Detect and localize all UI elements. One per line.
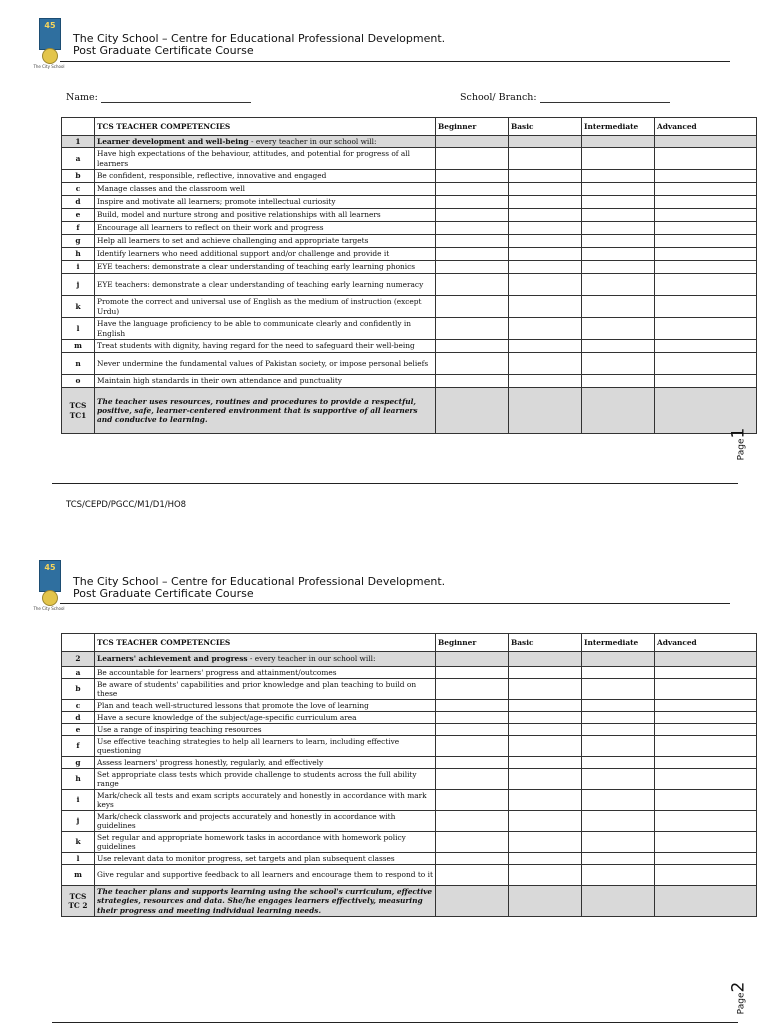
- rating-cell[interactable]: [436, 261, 509, 274]
- rating-cell[interactable]: [436, 209, 509, 222]
- rating-cell[interactable]: [655, 353, 757, 375]
- section-row: [62, 652, 757, 667]
- table-row: l Use relevant data to monitor progress, set targets and plan subsequent classes: [62, 853, 757, 865]
- col-basic: Basic: [509, 118, 582, 136]
- rating-cell[interactable]: [655, 340, 757, 353]
- rating-cell[interactable]: [436, 375, 509, 388]
- table-row: j EYE teachers: demonstrate a clear understanding of teaching early learning numeracy: [62, 274, 757, 296]
- rating-cell[interactable]: [436, 318, 509, 340]
- table-row: o Maintain high standards in their own attendance and punctuality: [62, 375, 757, 388]
- rating-cell[interactable]: [582, 296, 655, 318]
- rating-cell[interactable]: [655, 209, 757, 222]
- rating-cell[interactable]: [582, 736, 655, 757]
- branch-label: School/ Branch:: [460, 92, 537, 103]
- rating-cell[interactable]: [582, 865, 655, 886]
- table-row: f Encourage all learners to reflect on their work and progress: [62, 222, 757, 235]
- rating-cell[interactable]: [582, 248, 655, 261]
- rating-cell[interactable]: [436, 296, 509, 318]
- rating-cell[interactable]: [582, 757, 655, 769]
- logo-tagline: The City School: [33, 64, 65, 69]
- crest-icon: 45: [39, 560, 61, 592]
- rating-cell[interactable]: [509, 296, 582, 318]
- branch-field[interactable]: [460, 92, 670, 103]
- col-competencies: TCS TEACHER COMPETENCIES: [95, 118, 436, 136]
- table-header-row: [62, 118, 757, 136]
- table-row: h Identify learners who need additional support and/or challenge and provide it: [62, 248, 757, 261]
- col-beginner: Beginner: [436, 634, 509, 652]
- page-number-2: Page2: [728, 981, 749, 1015]
- logo-tagline: The City School: [33, 606, 65, 611]
- rating-cell[interactable]: [436, 353, 509, 375]
- standard-code: TCS TC1: [62, 388, 95, 434]
- table-row: m Treat students with dignity, having regard for the need to safeguard their well-being: [62, 340, 757, 353]
- rating-cell[interactable]: [655, 769, 757, 790]
- rating-cell[interactable]: [582, 222, 655, 235]
- rating-cell[interactable]: [582, 811, 655, 832]
- rating-cell[interactable]: [655, 183, 757, 196]
- footer-divider: [52, 483, 738, 484]
- rating-cell[interactable]: [436, 853, 509, 865]
- rating-cell[interactable]: [509, 318, 582, 340]
- table-row: m Give regular and supportive feedback to all learners and encourage them to respond to it: [62, 865, 757, 886]
- rating-cell[interactable]: [655, 724, 757, 736]
- rating-cell[interactable]: [582, 375, 655, 388]
- rating-cell[interactable]: [655, 148, 757, 170]
- table-row: n Never undermine the fundamental values of Pakistan society, or impose personal beliefs: [62, 353, 757, 375]
- page-number-1: Page1: [728, 427, 749, 461]
- branch-input-line[interactable]: [540, 93, 670, 103]
- table-row: l Have the language proficiency to be able to communicate clearly and confidently in English: [62, 318, 757, 340]
- rating-cell[interactable]: [509, 769, 582, 790]
- table-row: d Inspire and motivate all learners; promote intellectual curiosity: [62, 196, 757, 209]
- rating-cell[interactable]: [436, 274, 509, 296]
- rating-cell[interactable]: [436, 790, 509, 811]
- rating-cell[interactable]: [582, 769, 655, 790]
- table-row: h Set appropriate class tests which provide challenge to students across the full ability range: [62, 769, 757, 790]
- rating-cell[interactable]: [655, 757, 757, 769]
- rating-cell[interactable]: [436, 148, 509, 170]
- table-row: e Build, model and nurture strong and positive relationships with all learners: [62, 209, 757, 222]
- rating-cell[interactable]: [509, 667, 582, 679]
- col-advanced: Advanced: [655, 634, 757, 652]
- rating-cell[interactable]: [436, 196, 509, 209]
- rating-cell[interactable]: [509, 353, 582, 375]
- table-row: i EYE teachers: demonstrate a clear understanding of teaching early learning phonics: [62, 261, 757, 274]
- rating-cell[interactable]: [436, 667, 509, 679]
- rating-cell[interactable]: [655, 865, 757, 886]
- rating-cell[interactable]: [509, 261, 582, 274]
- rating-cell[interactable]: [655, 222, 757, 235]
- section-number: 2: [62, 652, 95, 667]
- rating-cell[interactable]: [509, 235, 582, 248]
- rating-cell[interactable]: [509, 712, 582, 724]
- rating-cell[interactable]: [509, 196, 582, 209]
- section-heading: Learner development and well-being - every teacher in our school will:: [95, 136, 436, 148]
- col-basic: Basic: [509, 634, 582, 652]
- rating-cell[interactable]: [655, 375, 757, 388]
- rating-cell[interactable]: [582, 340, 655, 353]
- table-row: i Mark/check all tests and exam scripts accurately and honestly in accordance with mark keys: [62, 790, 757, 811]
- rating-cell[interactable]: [582, 170, 655, 183]
- rating-cell[interactable]: [436, 235, 509, 248]
- rating-cell[interactable]: [655, 811, 757, 832]
- table-row: d Have a secure knowledge of the subject/age-specific curriculum area: [62, 712, 757, 724]
- rating-cell[interactable]: [436, 757, 509, 769]
- table-header-row: [62, 634, 757, 652]
- rating-cell[interactable]: [436, 769, 509, 790]
- rating-cell[interactable]: [436, 724, 509, 736]
- rating-cell[interactable]: [582, 235, 655, 248]
- rating-cell[interactable]: [582, 318, 655, 340]
- rating-cell[interactable]: [509, 724, 582, 736]
- rating-cell[interactable]: [582, 790, 655, 811]
- table-row: j Mark/check classwork and projects accurately and honestly in accordance with guidelines: [62, 811, 757, 832]
- table-row: k Set regular and appropriate homework tasks in accordance with homework policy guidelines: [62, 832, 757, 853]
- rating-cell[interactable]: [655, 248, 757, 261]
- section-row: [62, 136, 757, 148]
- rating-cell[interactable]: [582, 183, 655, 196]
- school-logo: [33, 18, 65, 70]
- page-header: [73, 33, 445, 57]
- table-row: c Manage classes and the classroom well: [62, 183, 757, 196]
- standard-code: TCS TC 2: [62, 886, 95, 917]
- header-subtitle: Post Graduate Certificate Course: [73, 587, 254, 600]
- rating-cell[interactable]: [436, 700, 509, 712]
- rating-cell[interactable]: [582, 712, 655, 724]
- emblem-icon: [42, 48, 58, 64]
- table-row: b Be confident, responsible, reflective, innovative and engaged: [62, 170, 757, 183]
- section-heading: Learners' achievement and progress - every teacher in our school will:: [95, 652, 436, 667]
- header-divider: [60, 603, 730, 604]
- rating-cell[interactable]: [509, 832, 582, 853]
- rating-cell[interactable]: [509, 757, 582, 769]
- table-row: a Be accountable for learners' progress and attainment/outcomes: [62, 667, 757, 679]
- header-title: The City School – Centre for Educational Professional Development.: [73, 32, 446, 45]
- rating-cell[interactable]: [655, 790, 757, 811]
- page-header: [73, 576, 445, 600]
- rating-cell[interactable]: [655, 261, 757, 274]
- rating-cell[interactable]: [509, 248, 582, 261]
- rating-cell[interactable]: [582, 679, 655, 700]
- standard-row: [62, 886, 757, 917]
- rating-cell[interactable]: [509, 148, 582, 170]
- competency-table-1: [61, 117, 757, 434]
- crest-icon: 45: [39, 18, 61, 50]
- rating-cell[interactable]: [655, 170, 757, 183]
- rating-cell[interactable]: [509, 811, 582, 832]
- rating-cell[interactable]: [582, 196, 655, 209]
- rating-cell[interactable]: [509, 790, 582, 811]
- header-subtitle: Post Graduate Certificate Course: [73, 44, 254, 57]
- rating-cell[interactable]: [655, 853, 757, 865]
- name-input-line[interactable]: [101, 93, 251, 103]
- rating-cell[interactable]: [509, 865, 582, 886]
- col-advanced: Advanced: [655, 118, 757, 136]
- rating-cell[interactable]: [655, 700, 757, 712]
- school-logo: [33, 560, 65, 612]
- rating-cell[interactable]: [582, 853, 655, 865]
- rating-cell[interactable]: [436, 170, 509, 183]
- col-competencies: TCS TEACHER COMPETENCIES: [95, 634, 436, 652]
- rating-cell[interactable]: [509, 736, 582, 757]
- col-beginner: Beginner: [436, 118, 509, 136]
- rating-cell[interactable]: [436, 865, 509, 886]
- table-row: c Plan and teach well-structured lessons that promote the love of learning: [62, 700, 757, 712]
- rating-cell[interactable]: [655, 196, 757, 209]
- rating-cell[interactable]: [582, 353, 655, 375]
- rating-cell[interactable]: [436, 183, 509, 196]
- rating-cell[interactable]: [509, 170, 582, 183]
- rating-cell[interactable]: [509, 274, 582, 296]
- rating-cell[interactable]: [509, 700, 582, 712]
- rating-cell[interactable]: [655, 296, 757, 318]
- rating-cell[interactable]: [582, 209, 655, 222]
- rating-cell[interactable]: [655, 318, 757, 340]
- rating-cell[interactable]: [509, 679, 582, 700]
- rating-cell[interactable]: [655, 274, 757, 296]
- rating-cell[interactable]: [509, 183, 582, 196]
- table-row: f Use effective teaching strategies to help all learners to learn, including effective questioning: [62, 736, 757, 757]
- rating-cell[interactable]: [509, 340, 582, 353]
- table-row: k Promote the correct and universal use of English as the medium of instruction (except Urdu): [62, 296, 757, 318]
- rating-cell[interactable]: [582, 274, 655, 296]
- header-title: The City School – Centre for Educational Professional Development.: [73, 575, 446, 588]
- rating-cell[interactable]: [655, 679, 757, 700]
- rating-cell[interactable]: [436, 679, 509, 700]
- rating-cell[interactable]: [655, 235, 757, 248]
- emblem-icon: [42, 590, 58, 606]
- table-row: a Have high expectations of the behaviour, attitudes, and potential for progress of all learners: [62, 148, 757, 170]
- rating-cell[interactable]: [655, 736, 757, 757]
- rating-cell[interactable]: [582, 724, 655, 736]
- document-reference: TCS/CEPD/PGCC/M1/D1/HO8: [66, 500, 187, 510]
- rating-cell[interactable]: [582, 148, 655, 170]
- rating-cell[interactable]: [436, 811, 509, 832]
- section-number: 1: [62, 136, 95, 148]
- competency-table-2: [61, 633, 757, 917]
- standard-row: [62, 388, 757, 434]
- rating-cell[interactable]: [582, 832, 655, 853]
- rating-cell[interactable]: [582, 261, 655, 274]
- rating-cell[interactable]: [509, 209, 582, 222]
- rating-cell[interactable]: [655, 712, 757, 724]
- standard-text: The teacher plans and supports learning using the school's curriculum, effective strategies, resources and data. She/he engages learners effectively, measuring their progress and meeting individual learning needs.: [95, 886, 436, 917]
- rating-cell[interactable]: [582, 667, 655, 679]
- col-intermediate: Intermediate: [582, 634, 655, 652]
- rating-cell[interactable]: [436, 222, 509, 235]
- rating-cell[interactable]: [655, 667, 757, 679]
- rating-cell[interactable]: [655, 832, 757, 853]
- table-row: e Use a range of inspiring teaching resources: [62, 724, 757, 736]
- col-intermediate: Intermediate: [582, 118, 655, 136]
- rating-cell[interactable]: [436, 712, 509, 724]
- table-row: b Be aware of students' capabilities and prior knowledge and plan teaching to build on these: [62, 679, 757, 700]
- rating-cell[interactable]: [436, 736, 509, 757]
- standard-text: The teacher uses resources, routines and procedures to provide a respectful, positive, safe, learner-centered environment that is supportive of all learners and conducive to learning.: [95, 388, 436, 434]
- rating-cell[interactable]: [509, 222, 582, 235]
- rating-cell[interactable]: [436, 340, 509, 353]
- rating-cell[interactable]: [509, 853, 582, 865]
- name-field[interactable]: [66, 92, 251, 103]
- rating-cell[interactable]: [436, 248, 509, 261]
- rating-cell[interactable]: [509, 375, 582, 388]
- header-divider: [60, 61, 730, 62]
- table-row: g Assess learners' progress honestly, regularly, and effectively: [62, 757, 757, 769]
- name-label: Name:: [66, 92, 98, 103]
- rating-cell[interactable]: [436, 832, 509, 853]
- table-row: g Help all learners to set and achieve challenging and appropriate targets: [62, 235, 757, 248]
- rating-cell[interactable]: [582, 700, 655, 712]
- footer-divider: [52, 1022, 738, 1023]
